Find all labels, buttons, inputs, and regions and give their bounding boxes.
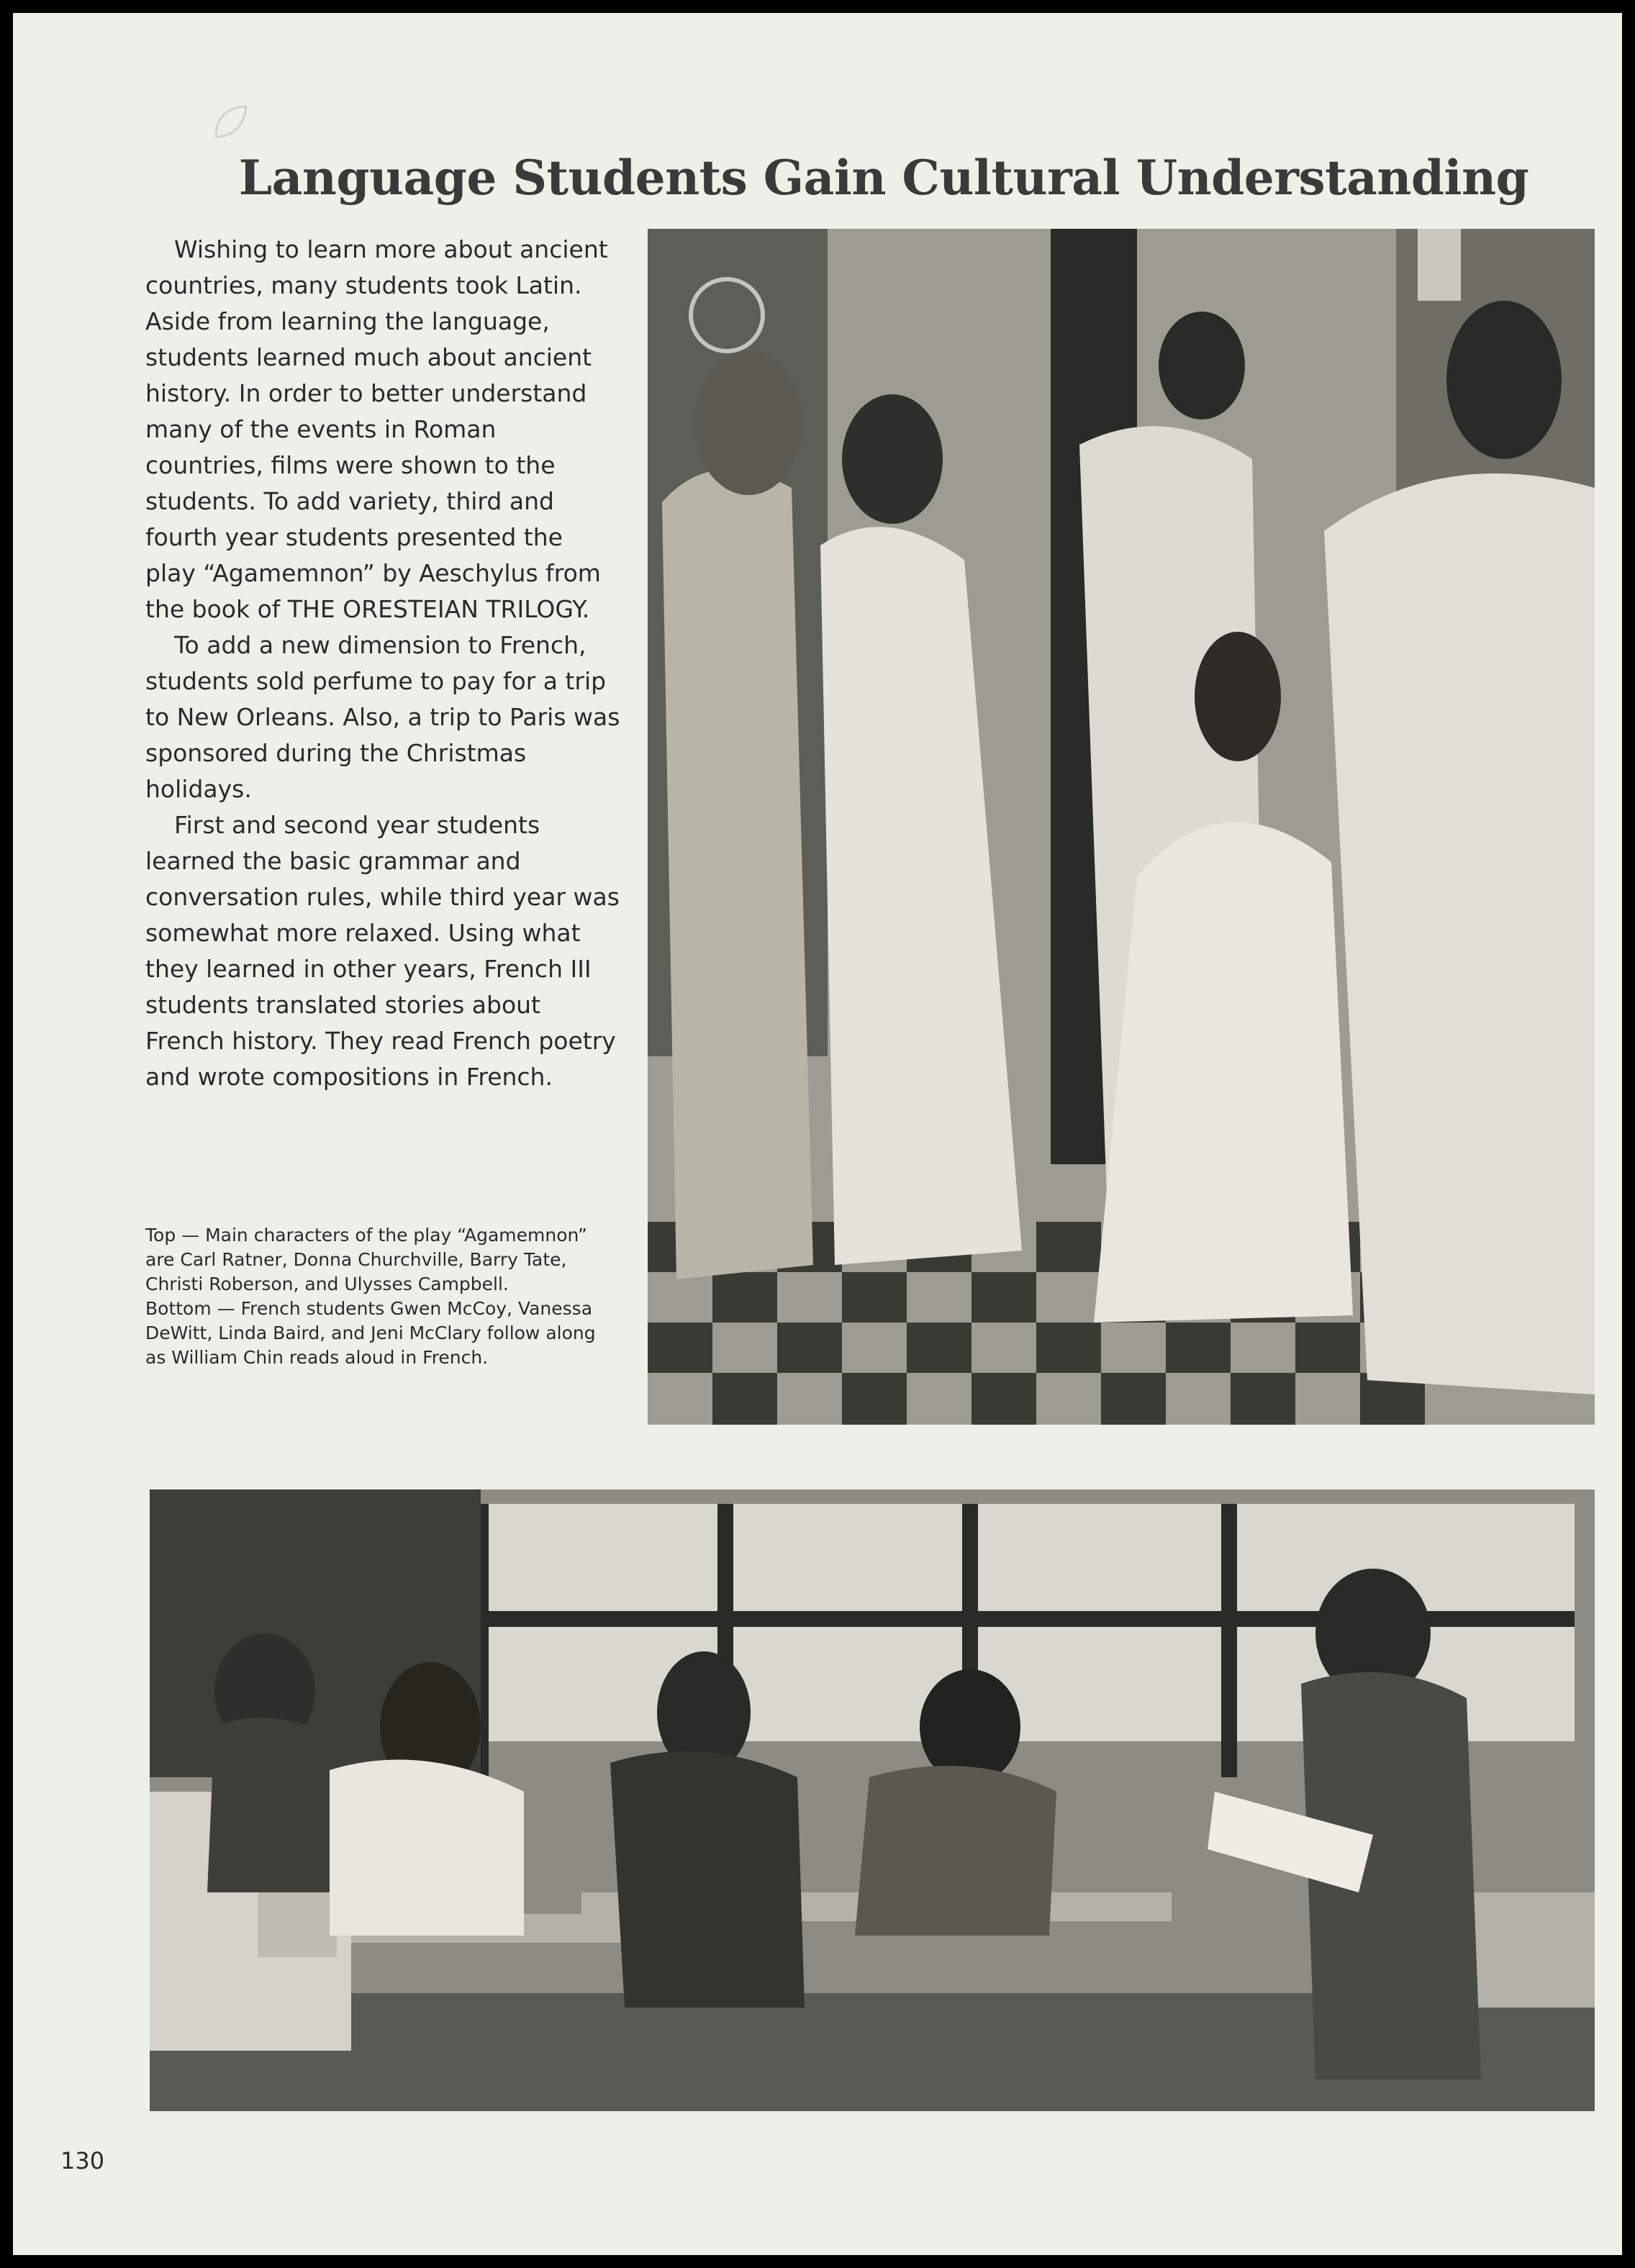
caption-bottom: Bottom — French students Gwen McCoy, Vanessa DeWitt, Linda Baird, and Jeni McClary follow along as William Chin reads aloud in French. (145, 1298, 596, 1368)
photo-play-characters (648, 229, 1595, 1425)
paragraph-french-trips: To add a new dimension to French, students sold perfume to pay for a trip to New Orleans. Also, a trip to Paris was sponsored during the Christmas holidays. (145, 631, 620, 803)
photo-french-class (150, 1489, 1595, 2111)
leaf-watermark-icon (209, 101, 252, 144)
article-body (145, 232, 620, 1095)
yearbook-page (13, 13, 1622, 2255)
page-title: Language Students Gain Cultural Understanding (238, 150, 1529, 206)
paragraph-latin: Wishing to learn more about ancient countries, many students took Latin. Aside from learning the language, students learned much about ancient history. In order to better understand many of the events in Roman countries, films were shown to the students. To add variety, third and fourth year students presented the play “Agamemnon” by Aeschylus from the book of THE ORESTEIAN TRILOGY. (145, 235, 608, 623)
photo-captions (145, 1223, 620, 1370)
paragraph-french-classes: First and second year students learned the basic grammar and conversation rules, while third year was somewhat more relaxed. Using what they learned in other years, French III students translated stories about French history. They read French poetry and wrote compositions in French. (145, 811, 620, 1091)
caption-top: Top — Main characters of the play “Agamemnon” are Carl Ratner, Donna Churchville, Barry Tate, Christi Roberson, and Ulysses Campbell. (145, 1225, 587, 1294)
page-number: 130 (60, 2147, 105, 2174)
